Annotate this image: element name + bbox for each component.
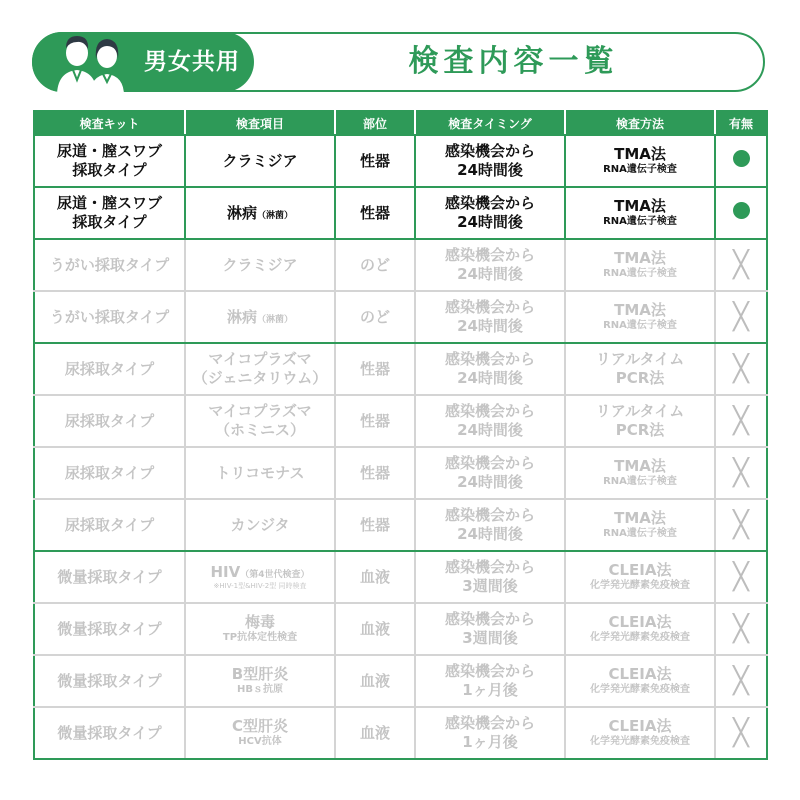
timing-line: 感染機会から	[444, 194, 535, 213]
timing-line: 24時間後	[457, 473, 523, 491]
method-name: リアルタイム	[595, 350, 685, 369]
cell-availability	[715, 395, 767, 447]
table-row	[34, 395, 767, 447]
cell-item	[185, 551, 335, 603]
item-name: マイコプラズマ	[208, 350, 312, 369]
cell-availability	[715, 603, 767, 655]
cell-availability	[715, 343, 767, 395]
page-header	[32, 32, 765, 92]
table-row	[34, 187, 767, 239]
timing-line: 24時間後	[457, 421, 523, 439]
unavailable-cross-icon: ╳	[733, 562, 749, 592]
cell-part: 性器	[335, 135, 415, 187]
method-name: リアルタイム	[595, 402, 685, 421]
timing-line: 24時間後	[457, 213, 523, 231]
cell-method	[565, 135, 715, 187]
kit-label: 尿道・膣スワブ	[56, 142, 162, 161]
col-header-method: 検査方法	[565, 111, 715, 135]
cell-item	[185, 135, 335, 187]
cell-item	[185, 395, 335, 447]
cell-method	[565, 655, 715, 707]
cell-part: 性器	[335, 343, 415, 395]
cell-kit	[34, 655, 185, 707]
item-sub: HCV抗体	[238, 736, 282, 748]
table-row	[34, 655, 767, 707]
table-row	[34, 343, 767, 395]
cell-availability	[715, 187, 767, 239]
cell-timing	[415, 499, 565, 551]
cell-method	[565, 603, 715, 655]
cell-item	[185, 707, 335, 759]
table-row	[34, 447, 767, 499]
cell-method	[565, 187, 715, 239]
cell-kit	[34, 135, 185, 187]
timing-line: 感染機会から	[444, 610, 535, 629]
item-note: （淋菌）	[257, 210, 294, 221]
cell-timing	[415, 239, 565, 291]
kit-label: 微量採取タイプ	[57, 567, 162, 586]
unavailable-cross-icon: ╳	[733, 354, 749, 384]
method-name: CLEIA法	[608, 561, 672, 580]
unavailable-cross-icon: ╳	[733, 302, 749, 332]
item-sub: （ホミニス）	[214, 421, 305, 439]
cell-part: 性器	[335, 499, 415, 551]
method-name: CLEIA法	[608, 665, 672, 684]
cell-timing	[415, 135, 565, 187]
method-name: TMA法	[614, 197, 666, 216]
method-sub: 化学発光酵素免疫検査	[590, 632, 690, 644]
timing-line: 感染機会から	[444, 506, 535, 525]
cell-method	[565, 291, 715, 343]
method-sub: RNA遺伝子検査	[603, 164, 677, 176]
cell-kit	[34, 395, 185, 447]
kit-label: 尿採取タイプ	[64, 411, 155, 430]
timing-line: 24時間後	[457, 317, 523, 335]
table-row	[34, 551, 767, 603]
cell-kit	[34, 499, 185, 551]
timing-line: 感染機会から	[444, 714, 535, 733]
method-sub: 化学発光酵素免疫検査	[590, 684, 690, 696]
item-name: トリコモナス	[215, 463, 305, 482]
timing-line: 感染機会から	[444, 142, 535, 161]
cell-item	[185, 187, 335, 239]
cell-availability	[715, 499, 767, 551]
badge-label: 男女共用	[144, 49, 240, 75]
kit-label: 採取タイプ	[72, 213, 147, 231]
cell-part: 血液	[335, 655, 415, 707]
item-name: 淋病	[226, 203, 257, 222]
cell-part: 血液	[335, 603, 415, 655]
cell-part: のど	[335, 239, 415, 291]
table-row	[34, 499, 767, 551]
timing-line: 24時間後	[457, 525, 523, 543]
kit-label: 尿採取タイプ	[64, 359, 155, 378]
timing-line: 感染機会から	[444, 298, 535, 317]
cell-item	[185, 343, 335, 395]
unisex-badge	[32, 32, 254, 92]
cell-availability	[715, 291, 767, 343]
item-name: B型肝炎	[231, 665, 289, 684]
cell-kit	[34, 603, 185, 655]
method-sub: RNA遺伝子検査	[603, 320, 677, 332]
cell-availability	[715, 447, 767, 499]
cell-timing	[415, 395, 565, 447]
cell-method	[565, 551, 715, 603]
timing-line: 感染機会から	[444, 662, 535, 681]
cell-kit	[34, 551, 185, 603]
method-sub: 化学発光酵素免疫検査	[590, 736, 690, 748]
cell-kit	[34, 291, 185, 343]
item-sub: ※HIV-1型&HIV-2型 同時検査	[213, 582, 307, 590]
cell-timing	[415, 551, 565, 603]
kit-label: 尿採取タイプ	[64, 515, 155, 534]
timing-line: 1ヶ月後	[462, 681, 518, 699]
method-sub: PCR法	[615, 421, 665, 439]
method-sub: RNA遺伝子検査	[603, 476, 677, 488]
cell-part: 性器	[335, 447, 415, 499]
cell-part: 性器	[335, 395, 415, 447]
page-title: 検査内容一覧	[408, 44, 619, 79]
unavailable-cross-icon: ╳	[733, 718, 749, 748]
cell-timing	[415, 343, 565, 395]
cell-kit	[34, 239, 185, 291]
test-contents-table	[33, 110, 768, 760]
method-name: CLEIA法	[608, 613, 672, 632]
item-note: （第4世代検査）	[240, 570, 310, 581]
cell-item	[185, 239, 335, 291]
item-name: クラミジア	[222, 255, 298, 274]
timing-line: 感染機会から	[444, 454, 535, 473]
cell-item	[185, 447, 335, 499]
method-name: CLEIA法	[608, 717, 672, 736]
timing-line: 3週間後	[462, 577, 518, 595]
table-row	[34, 707, 767, 759]
timing-line: 感染機会から	[444, 350, 535, 369]
cell-method	[565, 447, 715, 499]
method-sub: RNA遺伝子検査	[603, 528, 677, 540]
table-row	[34, 135, 767, 187]
unavailable-cross-icon: ╳	[733, 250, 749, 280]
cell-kit	[34, 707, 185, 759]
table-row	[34, 603, 767, 655]
kit-label: 微量採取タイプ	[57, 619, 162, 638]
timing-line: 24時間後	[457, 161, 523, 179]
cell-item	[185, 499, 335, 551]
item-name: 淋病	[226, 307, 257, 326]
method-name: TMA法	[614, 249, 666, 268]
method-sub: RNA遺伝子検査	[603, 268, 677, 280]
unavailable-cross-icon: ╳	[733, 406, 749, 436]
cell-availability	[715, 135, 767, 187]
kit-label: うがい採取タイプ	[49, 255, 170, 274]
cell-availability	[715, 551, 767, 603]
unavailable-cross-icon: ╳	[733, 458, 749, 488]
kit-label: 微量採取タイプ	[57, 723, 162, 742]
cell-kit	[34, 187, 185, 239]
kit-label: うがい採取タイプ	[49, 307, 170, 326]
timing-line: 24時間後	[457, 265, 523, 283]
timing-line: 3週間後	[462, 629, 518, 647]
kit-label: 採取タイプ	[72, 161, 147, 179]
cell-method	[565, 499, 715, 551]
method-sub: RNA遺伝子検査	[603, 216, 677, 228]
item-sub: HBｓ抗原	[237, 684, 283, 696]
timing-line: 感染機会から	[444, 402, 535, 421]
method-name: TMA法	[614, 457, 666, 476]
cell-timing	[415, 707, 565, 759]
unavailable-cross-icon: ╳	[733, 666, 749, 696]
cell-part: のど	[335, 291, 415, 343]
cell-timing	[415, 603, 565, 655]
item-note: （淋菌）	[257, 314, 294, 325]
cell-item	[185, 655, 335, 707]
col-header-part: 部位	[335, 111, 415, 135]
cell-timing	[415, 187, 565, 239]
cell-method	[565, 239, 715, 291]
available-dot-icon	[733, 150, 750, 167]
available-dot-icon	[733, 202, 750, 219]
cell-timing	[415, 655, 565, 707]
unavailable-cross-icon: ╳	[733, 510, 749, 540]
cell-kit	[34, 343, 185, 395]
item-name: カンジタ	[230, 515, 290, 534]
item-sub: TP抗体定性検査	[222, 632, 298, 644]
cell-availability	[715, 707, 767, 759]
table-row	[34, 239, 767, 291]
cell-item	[185, 291, 335, 343]
method-name: TMA法	[614, 509, 666, 528]
table-row	[34, 291, 767, 343]
cell-part: 血液	[335, 707, 415, 759]
cell-method	[565, 395, 715, 447]
cell-availability	[715, 655, 767, 707]
kit-label: 尿採取タイプ	[64, 463, 155, 482]
timing-line: 感染機会から	[444, 246, 535, 265]
unavailable-cross-icon: ╳	[733, 614, 749, 644]
item-name: HIV	[210, 563, 241, 582]
table-header-row	[34, 111, 767, 135]
cell-availability	[715, 239, 767, 291]
item-name: C型肝炎	[231, 717, 288, 736]
cell-part: 血液	[335, 551, 415, 603]
timing-line: 1ヶ月後	[462, 733, 518, 751]
item-name: 梅毒	[244, 613, 275, 632]
method-name: TMA法	[614, 301, 666, 320]
timing-line: 感染機会から	[444, 558, 535, 577]
col-header-item: 検査項目	[185, 111, 335, 135]
cell-timing	[415, 291, 565, 343]
cell-method	[565, 707, 715, 759]
col-header-availability: 有無	[715, 111, 767, 135]
cell-kit	[34, 447, 185, 499]
cell-part: 性器	[335, 187, 415, 239]
item-name: マイコプラズマ	[208, 402, 312, 421]
kit-label: 微量採取タイプ	[57, 671, 162, 690]
method-sub: PCR法	[615, 369, 665, 387]
couple-avatar-icon	[42, 26, 142, 96]
item-sub: （ジェニタリウム）	[192, 369, 328, 387]
timing-line: 24時間後	[457, 369, 523, 387]
cell-item	[185, 603, 335, 655]
cell-method	[565, 343, 715, 395]
kit-label: 尿道・膣スワブ	[56, 194, 162, 213]
item-name: クラミジア	[222, 151, 298, 170]
table-body	[34, 135, 767, 759]
col-header-kit: 検査キット	[34, 111, 185, 135]
col-header-timing: 検査タイミング	[415, 111, 565, 135]
method-name: TMA法	[614, 145, 666, 164]
method-sub: 化学発光酵素免疫検査	[590, 580, 690, 592]
cell-timing	[415, 447, 565, 499]
